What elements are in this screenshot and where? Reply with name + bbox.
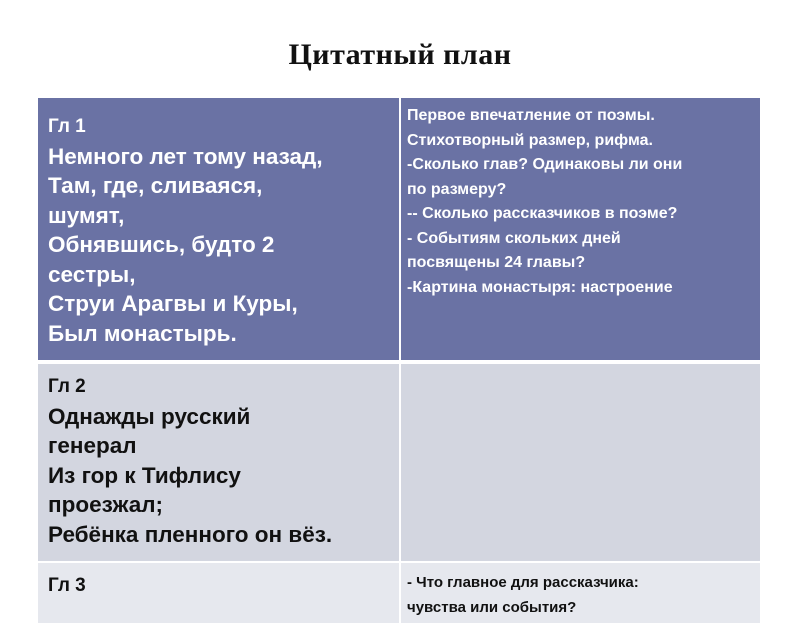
quote-cell xyxy=(38,563,399,623)
tasks-text: - Что главное для рассказчика: чувства или события? xyxy=(407,574,639,616)
quote-cell xyxy=(38,98,399,360)
table-row-chapter-3 xyxy=(38,561,760,623)
quote-text: Немного лет тому назад, Там, где, сливаяся, шумят, Обнявшись, будто 2 сестры, Струи Арагвы и Куры, Был монастырь. xyxy=(48,143,323,346)
table-row-chapter-2 xyxy=(38,362,760,561)
table-row-chapter-1 xyxy=(38,98,760,360)
chapter-label: Гл 2 xyxy=(48,376,86,397)
tasks-cell xyxy=(399,364,760,561)
tasks-text xyxy=(401,364,760,370)
slide-title: Цитатный план xyxy=(288,38,512,71)
quote-cell xyxy=(38,364,399,561)
quote-plan-table xyxy=(38,98,760,616)
chapter-label: Гл 1 xyxy=(48,116,86,137)
tasks-cell xyxy=(399,98,760,360)
tasks-cell xyxy=(399,563,760,623)
chapter-label: Гл 3 xyxy=(48,575,86,596)
quote-text: Однажды русский генерал Из гор к Тифлису проезжал; Ребёнка пленного он вёз. xyxy=(48,403,333,547)
tasks-text: Первое впечатление от поэмы. Стихотворный размер, рифма. -Сколько глав? Одинаковы ли они по размеру? -- Сколько рассказчиков в поэме? - Событиям скольких дней посвящены 24 главы? -Картина монастыря: настроение xyxy=(407,107,683,296)
